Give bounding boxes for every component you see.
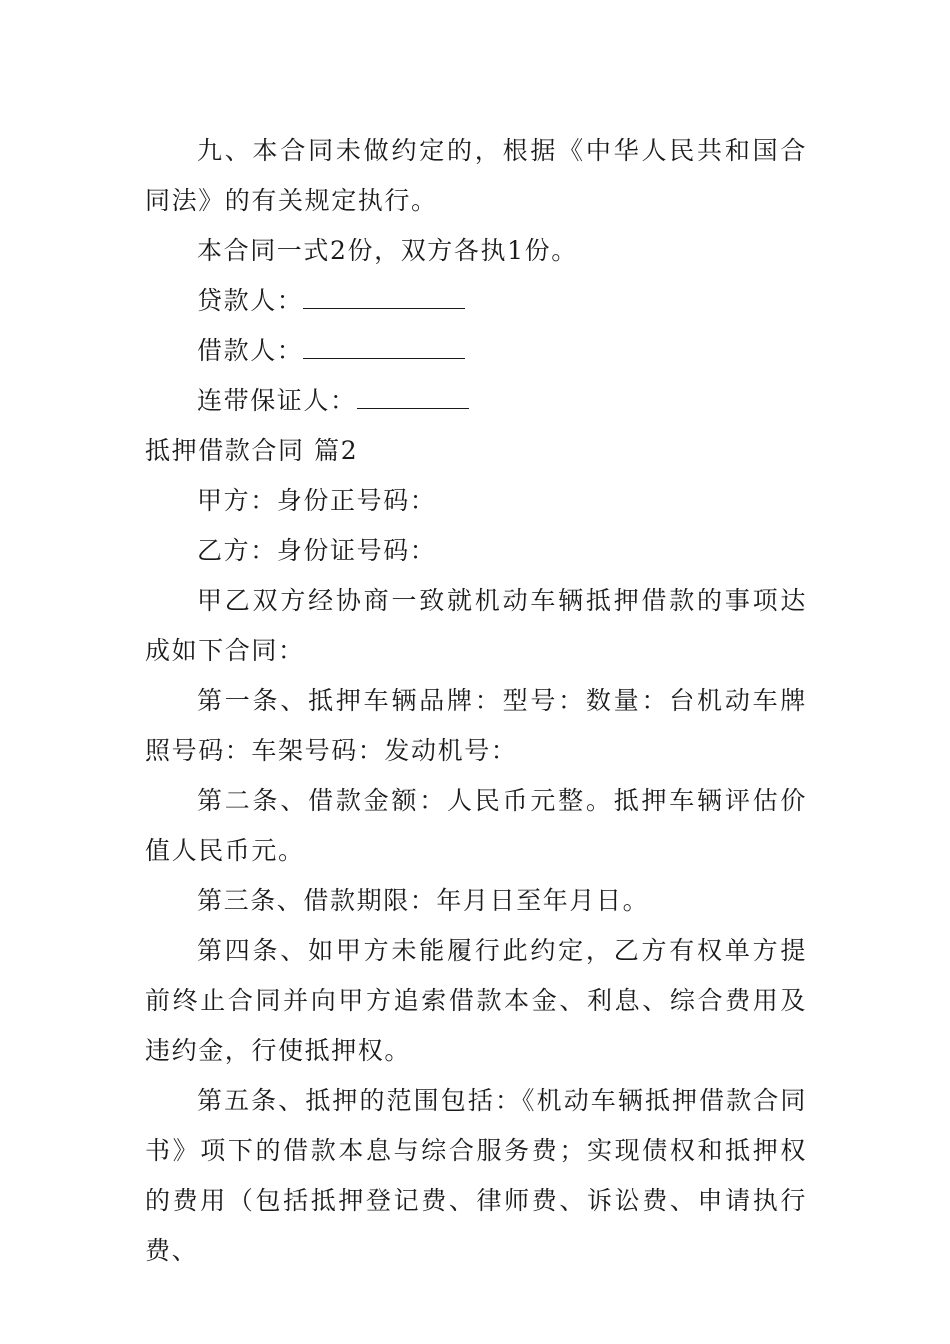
borrower-blank xyxy=(303,336,465,359)
article-1-paragraph: 第一条、抵押车辆品牌：型号：数量：台机动车牌照号码：车架号码：发动机号： xyxy=(145,686,807,765)
intro-paragraph: 甲乙双方经协商一致就机动车辆抵押借款的事项达成如下合同： xyxy=(145,586,807,665)
clause-9-paragraph: 九、本合同未做约定的，根据《中华人民共和国合同法》的有关规定执行。 xyxy=(145,136,807,215)
guarantor-label: 连带保证人： xyxy=(197,386,357,415)
article-3-paragraph: 第三条、借款期限：年月日至年月日。 xyxy=(197,886,650,915)
borrower-label: 借款人： xyxy=(197,336,304,365)
section-title: 抵押借款合同 篇2 xyxy=(145,436,359,465)
document-body xyxy=(145,126,807,1276)
party-a-paragraph: 甲方：身份正号码： xyxy=(197,486,437,515)
article-5-paragraph: 第五条、抵押的范围包括：《机动车辆抵押借款合同书》项下的借款本息与综合服务费；实现债权和抵押权的费用（包括抵押登记费、律师费、诉讼费、申请执行费、 xyxy=(145,1086,807,1265)
guarantor-blank xyxy=(357,386,469,409)
copies-paragraph: 本合同一式2份，双方各执1份。 xyxy=(197,236,578,265)
lender-signature-line xyxy=(145,276,807,326)
borrower-signature-line xyxy=(145,326,807,376)
article-2-paragraph: 第二条、借款金额：人民币元整。抵押车辆评估价值人民币元。 xyxy=(145,786,807,865)
lender-label: 贷款人： xyxy=(197,286,304,315)
article-4-paragraph: 第四条、如甲方未能履行此约定，乙方有权单方提前终止合同并向甲方追索借款本金、利息、综合费用及违约金，行使抵押权。 xyxy=(145,936,807,1065)
party-b-paragraph: 乙方：身份证号码： xyxy=(197,536,437,565)
guarantor-signature-line xyxy=(145,376,807,426)
lender-blank xyxy=(303,286,465,309)
